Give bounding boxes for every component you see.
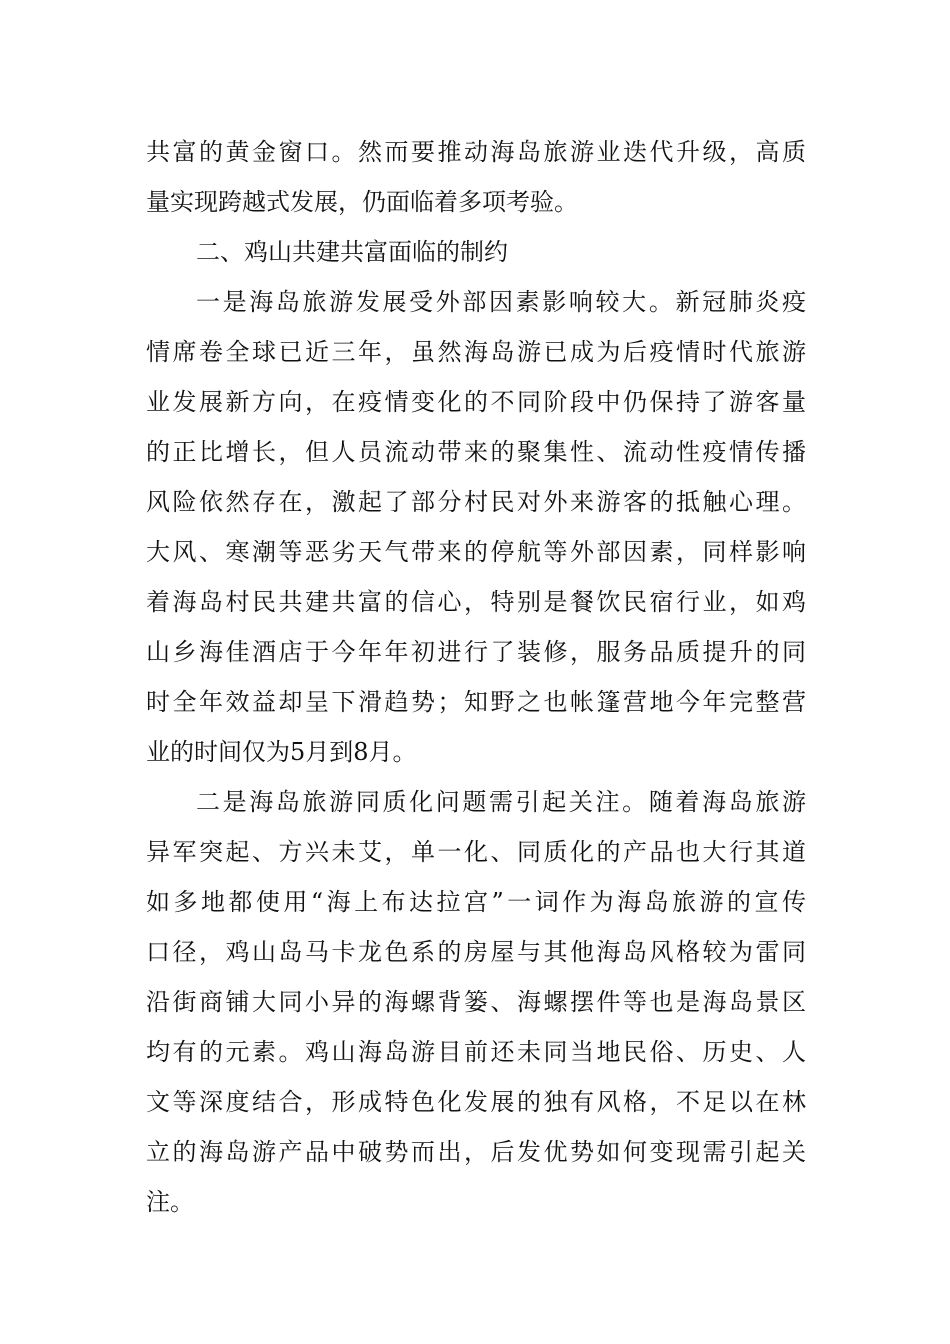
text-line: 量实现跨越式发展，仍面临着多项考验。: [146, 188, 578, 216]
text-line: 注。: [146, 1188, 194, 1216]
text-line: 二是海岛旅游同质化问题需引起关注。随着海岛旅游: [196, 788, 806, 816]
text-line: 异军突起、方兴未艾，单一化、同质化的产品也大行其道: [146, 838, 806, 866]
text-line: 情席卷全球已近三年，虽然海岛游已成为后疫情时代旅游: [146, 338, 806, 366]
text-line: 共富的黄金窗口。然而要推动海岛旅游业迭代升级，高质: [146, 138, 806, 166]
text-line: 文等深度结合，形成特色化发展的独有风格，不足以在林: [146, 1088, 806, 1116]
text-line: 业发展新方向，在疫情变化的不同阶段中仍保持了游客量: [146, 388, 806, 416]
text-line: 风险依然存在，激起了部分村民对外来游客的抵触心理。: [146, 488, 806, 516]
text-line: 的正比增长，但人员流动带来的聚集性、流动性疫情传播: [146, 438, 806, 466]
section-heading: 二、鸡山共建共富面临的制约: [196, 238, 508, 266]
text-line: 时全年效益却呈下滑趋势；知野之也帐篷营地今年完整营: [146, 688, 806, 716]
text-line: 沿街商铺大同小异的海螺背篓、海螺摆件等也是海岛景区: [146, 988, 806, 1016]
text-line: 立的海岛游产品中破势而出，后发优势如何变现需引起关: [146, 1138, 806, 1166]
text-line: 大风、寒潮等恶劣天气带来的停航等外部因素，同样影响: [146, 538, 806, 566]
text-line: 业的时间仅为5月到8月。: [146, 738, 417, 766]
text-line: 一是海岛旅游发展受外部因素影响较大。新冠肺炎疫: [196, 288, 806, 316]
text-line: 口径，鸡山岛马卡龙色系的房屋与其他海岛风格较为雷同: [146, 938, 806, 966]
text-line: 山乡海佳酒店于今年年初进行了装修，服务品质提升的同: [146, 638, 806, 666]
text-line: 均有的元素。鸡山海岛游目前还未同当地民俗、历史、人: [146, 1038, 806, 1066]
text-line: 如多地都使用“海上布达拉宫”一词作为海岛旅游的宣传: [146, 888, 806, 916]
text-line: 着海岛村民共建共富的信心，特别是餐饮民宿行业，如鸡: [146, 588, 806, 616]
